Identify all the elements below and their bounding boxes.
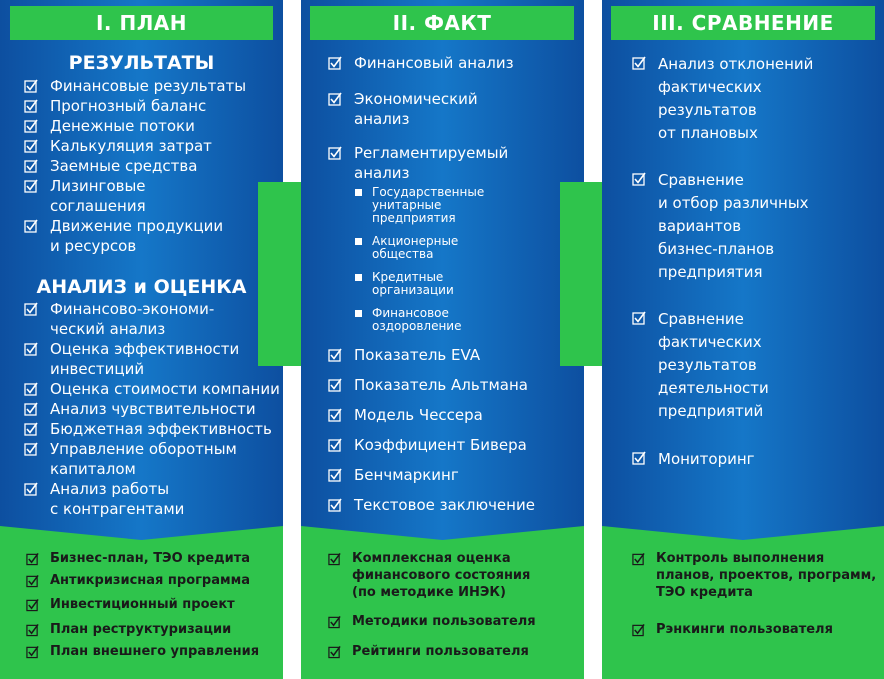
result-item-label: Калькуляция затрат — [50, 137, 212, 155]
fact-item-label: Модель Чессера — [354, 406, 483, 424]
plan-header: I. ПЛАН — [10, 6, 273, 40]
checkbox-checked-icon — [328, 645, 341, 659]
result-item-label: Прогнозный баланс — [50, 97, 207, 115]
fact-item-label: Текстовое заключение — [354, 496, 535, 514]
checkbox-checked-icon — [24, 442, 38, 456]
sub-list-item — [355, 307, 461, 333]
fact-item — [328, 143, 508, 183]
compare-item-label: Анализ отклонений фактических результатов от плановых — [658, 55, 814, 142]
checkbox-checked-icon — [26, 623, 39, 637]
compare-item — [632, 53, 813, 145]
checkbox-checked-icon — [24, 179, 38, 193]
result-item — [24, 76, 246, 96]
checkbox-checked-icon — [26, 598, 39, 612]
fact-header: II. ФАКТ — [310, 6, 574, 40]
sub-list-item-label: Финансовое оздоровление — [372, 306, 462, 333]
sub-list-item-label: Государственные унитарные предприятия — [372, 185, 485, 225]
square-bullet-icon — [355, 274, 362, 281]
checkbox-checked-icon — [24, 402, 38, 416]
sub-list-item-label: Кредитные организации — [372, 270, 454, 297]
plan-outcome-item — [26, 621, 231, 638]
sub-list-item — [355, 235, 458, 261]
fact-item — [328, 375, 528, 395]
analysis-item-label: Анализ чувствительности — [50, 400, 256, 418]
checkbox-checked-icon — [328, 146, 342, 160]
checkbox-checked-icon — [632, 311, 646, 325]
fact-item-label: Экономический анализ — [354, 90, 478, 128]
plan-outcome-item — [26, 550, 250, 567]
column-plan — [0, 0, 283, 679]
fact-item — [328, 495, 535, 515]
fact-item-label: Бенчмаркинг — [354, 466, 459, 484]
checkbox-checked-icon — [24, 139, 38, 153]
compare-outcome-item-label: Рэнкинги пользователя — [656, 622, 833, 637]
checkbox-checked-icon — [26, 574, 39, 588]
plan-outcome-item — [26, 643, 259, 660]
compare-item — [632, 448, 755, 471]
column-fact — [301, 0, 584, 679]
compare-header: III. СРАВНЕНИЕ — [611, 6, 875, 40]
fact-outcome-item — [328, 550, 530, 601]
fact-item-label: Коэффициент Бивера — [354, 436, 527, 454]
fact-item-label: Регламентируемый анализ — [354, 144, 509, 182]
result-item-label: Денежные потоки — [50, 117, 195, 135]
plan-outcome-item-label: Бизнес-план, ТЭО кредита — [50, 551, 251, 566]
plan-outcome-item-label: План реструктуризации — [50, 622, 232, 637]
analysis-item-label: Управление оборотным капиталом — [50, 440, 237, 478]
square-bullet-icon — [355, 310, 362, 317]
fact-item-label: Показатель EVA — [354, 346, 481, 364]
checkbox-checked-icon — [24, 302, 38, 316]
result-item — [24, 96, 206, 116]
checkbox-checked-icon — [26, 645, 39, 659]
plan-outcome-item — [26, 572, 250, 589]
result-item-label: Финансовые результаты — [50, 77, 247, 95]
checkbox-checked-icon — [328, 408, 342, 422]
analysis-item — [24, 439, 237, 479]
fact-item — [328, 435, 527, 455]
analysis-item-label: Оценка стоимости компании — [50, 380, 280, 398]
checkbox-checked-icon — [24, 79, 38, 93]
fact-item — [328, 345, 480, 365]
compare-item-label: Сравнение фактических результатов деятельности предприятий — [658, 310, 769, 420]
result-item — [24, 116, 195, 136]
analysis-item — [24, 419, 272, 439]
analysis-item — [24, 339, 239, 379]
checkbox-checked-icon — [632, 623, 645, 637]
fact-item — [328, 89, 478, 129]
fact-outcome-item — [328, 613, 536, 630]
checkbox-checked-icon — [632, 552, 645, 566]
checkbox-checked-icon — [24, 382, 38, 396]
compare-outcome-item — [632, 550, 876, 601]
checkbox-checked-icon — [328, 348, 342, 362]
fact-outcome-item-label: Рейтинги пользователя — [352, 644, 529, 659]
result-item — [24, 216, 223, 256]
checkbox-checked-icon — [24, 342, 38, 356]
checkbox-checked-icon — [328, 56, 342, 70]
compare-item-label: Сравнение и отбор различных вариантов бизнес-планов предприятия — [658, 171, 809, 281]
analysis-item-label: Анализ работы с контрагентами — [50, 480, 185, 518]
sub-list-item — [355, 271, 454, 297]
analysis-item-label: Бюджетная эффективность — [50, 420, 272, 438]
result-item — [24, 176, 146, 216]
checkbox-checked-icon — [24, 119, 38, 133]
result-item — [24, 156, 197, 176]
fact-item-label: Показатель Альтмана — [354, 376, 528, 394]
fact-outcome-item-label: Методики пользователя — [352, 614, 536, 629]
fact-item — [328, 53, 514, 73]
plan-outcome-item-label: Инвестиционный проект — [50, 597, 235, 612]
analysis-item — [24, 299, 214, 339]
checkbox-checked-icon — [632, 56, 646, 70]
square-bullet-icon — [355, 238, 362, 245]
checkbox-checked-icon — [328, 552, 341, 566]
checkbox-checked-icon — [24, 99, 38, 113]
result-item — [24, 136, 212, 156]
fact-item — [328, 405, 483, 425]
compare-item — [632, 169, 809, 284]
square-bullet-icon — [355, 189, 362, 196]
checkbox-checked-icon — [328, 468, 342, 482]
sub-list-item — [355, 186, 484, 225]
checkbox-checked-icon — [24, 219, 38, 233]
analysis-item-label: Оценка эффективности инвестиций — [50, 340, 240, 378]
plan-outcome-item-label: Антикризисная программа — [50, 573, 251, 588]
checkbox-checked-icon — [632, 451, 646, 465]
column-compare — [602, 0, 884, 679]
compare-item — [632, 308, 769, 423]
result-item-label: Движение продукции и ресурсов — [50, 217, 224, 255]
checkbox-checked-icon — [328, 615, 341, 629]
fact-outcome-item-label: Комплексная оценка финансового состояния (по методике ИНЭК) — [352, 551, 531, 600]
checkbox-checked-icon — [328, 92, 342, 106]
checkbox-checked-icon — [24, 422, 38, 436]
plan-outcome-item-label: План внешнего управления — [50, 644, 260, 659]
analysis-item — [24, 479, 184, 519]
results-title: РЕЗУЛЬТАТЫ — [68, 52, 215, 74]
fact-item — [328, 465, 459, 485]
analysis-item — [24, 399, 256, 419]
checkbox-checked-icon — [328, 498, 342, 512]
fact-item-label: Финансовый анализ — [354, 54, 514, 72]
analysis-title: АНАЛИЗ и ОЦЕНКА — [36, 276, 247, 298]
analysis-item-label: Финансово-экономи- ческий анализ — [50, 300, 215, 338]
result-item-label: Заемные средства — [50, 157, 198, 175]
compare-item-label: Мониторинг — [658, 450, 755, 468]
sub-list-item-label: Акционерные общества — [372, 234, 459, 261]
checkbox-checked-icon — [24, 482, 38, 496]
checkbox-checked-icon — [328, 438, 342, 452]
checkbox-checked-icon — [328, 378, 342, 392]
compare-outcome-item — [632, 621, 833, 638]
analysis-item — [24, 379, 280, 399]
fact-outcome-item — [328, 643, 529, 660]
result-item-label: Лизинговые соглашения — [50, 177, 146, 215]
compare-outcome-item-label: Контроль выполнения планов, проектов, программ, ТЭО кредита — [656, 551, 877, 600]
compare-bottom-panel — [602, 526, 884, 679]
checkbox-checked-icon — [632, 172, 646, 186]
plan-outcome-item — [26, 596, 235, 613]
checkbox-checked-icon — [24, 159, 38, 173]
checkbox-checked-icon — [26, 552, 39, 566]
